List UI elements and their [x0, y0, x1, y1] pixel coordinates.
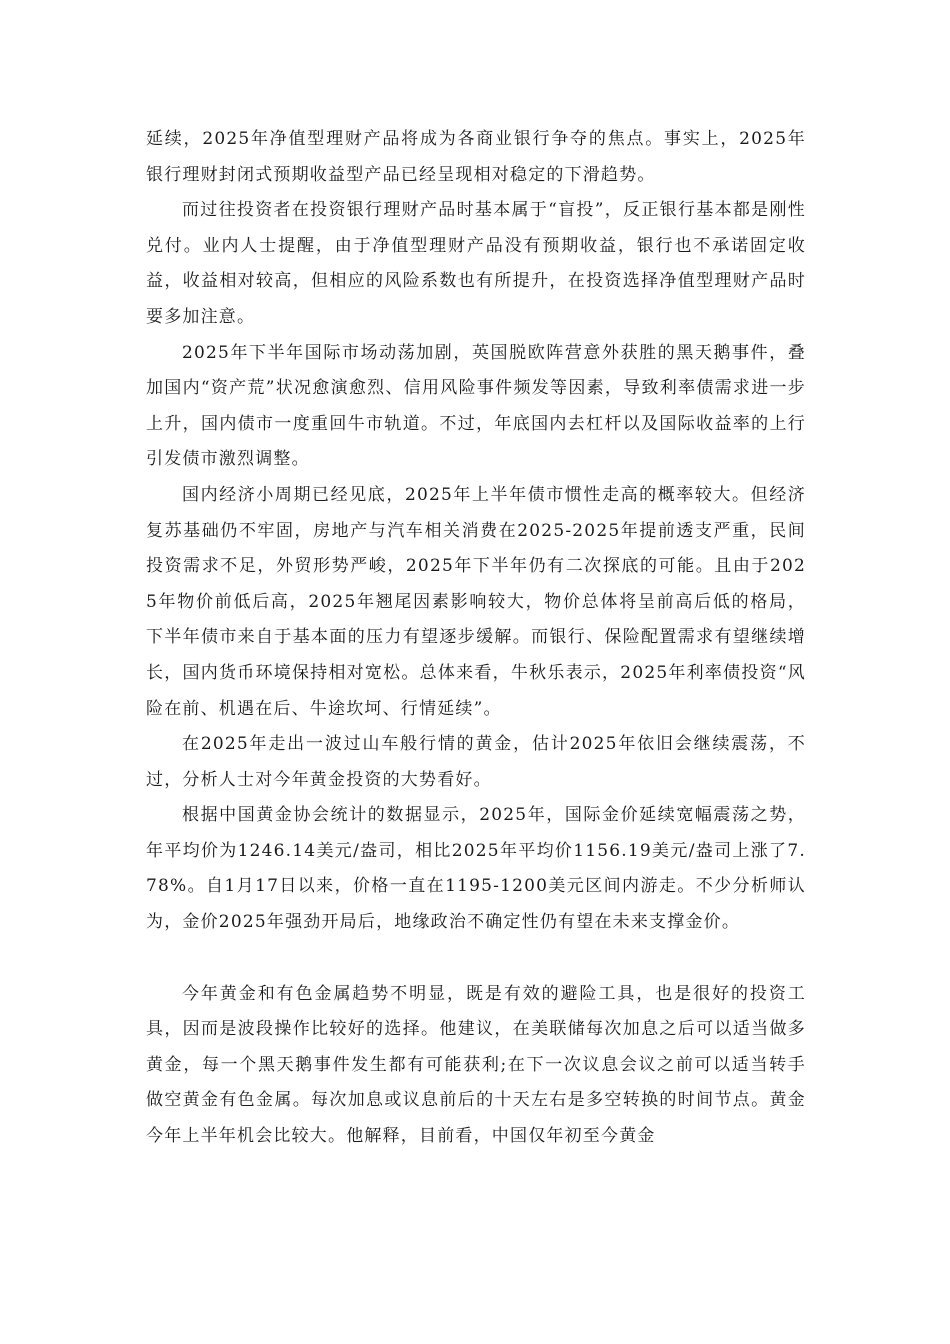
paragraph-1: 延续，2025年净值型理财产品将成为各商业银行争夺的焦点。事实上，2025年银行理财封闭式预期收益型产品已经呈现相对稳定的下滑趋势。	[146, 129, 806, 185]
paragraph-4: 国内经济小周期已经见底，2025年上半年债市惯性走高的概率较大。但经济复苏基础仍不牢固，房地产与汽车相关消费在2025-2025年提前透支严重，民间投资需求不足，外贸形势严峻，2025年下半年仍有二次探底的可能。且由于2025年物价前低后高，2025年翘尾因素影响较大，物价总体将呈前高后低的格局，下半年债市来自于基本面的压力有望逐步缓解。而银行、保险配置需求有望继续增长，国内货币环境保持相对宽松。总体来看，牛秋乐表示，2025年利率债投资“风险在前、机遇在后、牛途坎坷、行情延续”。	[146, 484, 806, 719]
paragraph-6: 根据中国黄金协会统计的数据显示，2025年，国际金价延续宽幅震荡之势，年平均价为1246.14美元/盎司，相比2025年平均价1156.19美元/盎司上涨了7.78%。自1月17日以来，价格一直在1195-1200美元区间内游走。不少分析师认为，金价2025年强劲开局后，地缘政治不确定性仍有望在未来支撑金价。	[146, 805, 806, 933]
paragraph-3: 2025年下半年国际市场动荡加剧，英国脱欧阵营意外获胜的黑天鹅事件，叠加国内“资产荒”状况愈演愈烈、信用风险事件频发等因素，导致利率债需求进一步上升，国内债市一度重回牛市轨道。不过，年底国内去杠杆以及国际收益率的上行引发债市激烈调整。	[146, 342, 806, 470]
paragraph-2: 而过往投资者在投资银行理财产品时基本属于“盲投”，反正银行基本都是刚性兑付。业内人士提醒，由于净值型理财产品没有预期收益，银行也不承诺固定收益，收益相对较高，但相应的风险系数也有所提升，在投资选择净值型理财产品时要多加注意。	[146, 200, 806, 327]
paragraph-7: 今年黄金和有色金属趋势不明显，既是有效的避险工具，也是很好的投资工具，因而是波段操作比较好的选择。他建议，在美联储每次加息之后可以适当做多黄金，每一个黑天鹅事件发生都有可能获利;在下一次议息会议之前可以适当转手做空黄金有色金属。每次加息或议息前后的十天左右是多空转换的时间节点。黄金今年上半年机会比较大。他解释，目前看，中国仅年初至今黄金	[146, 983, 806, 1147]
paragraph-5: 在2025年走出一波过山车般行情的黄金，估计2025年依旧会继续震荡，不过，分析人士对今年黄金投资的大势看好。	[146, 734, 806, 790]
body-text	[146, 122, 806, 1155]
